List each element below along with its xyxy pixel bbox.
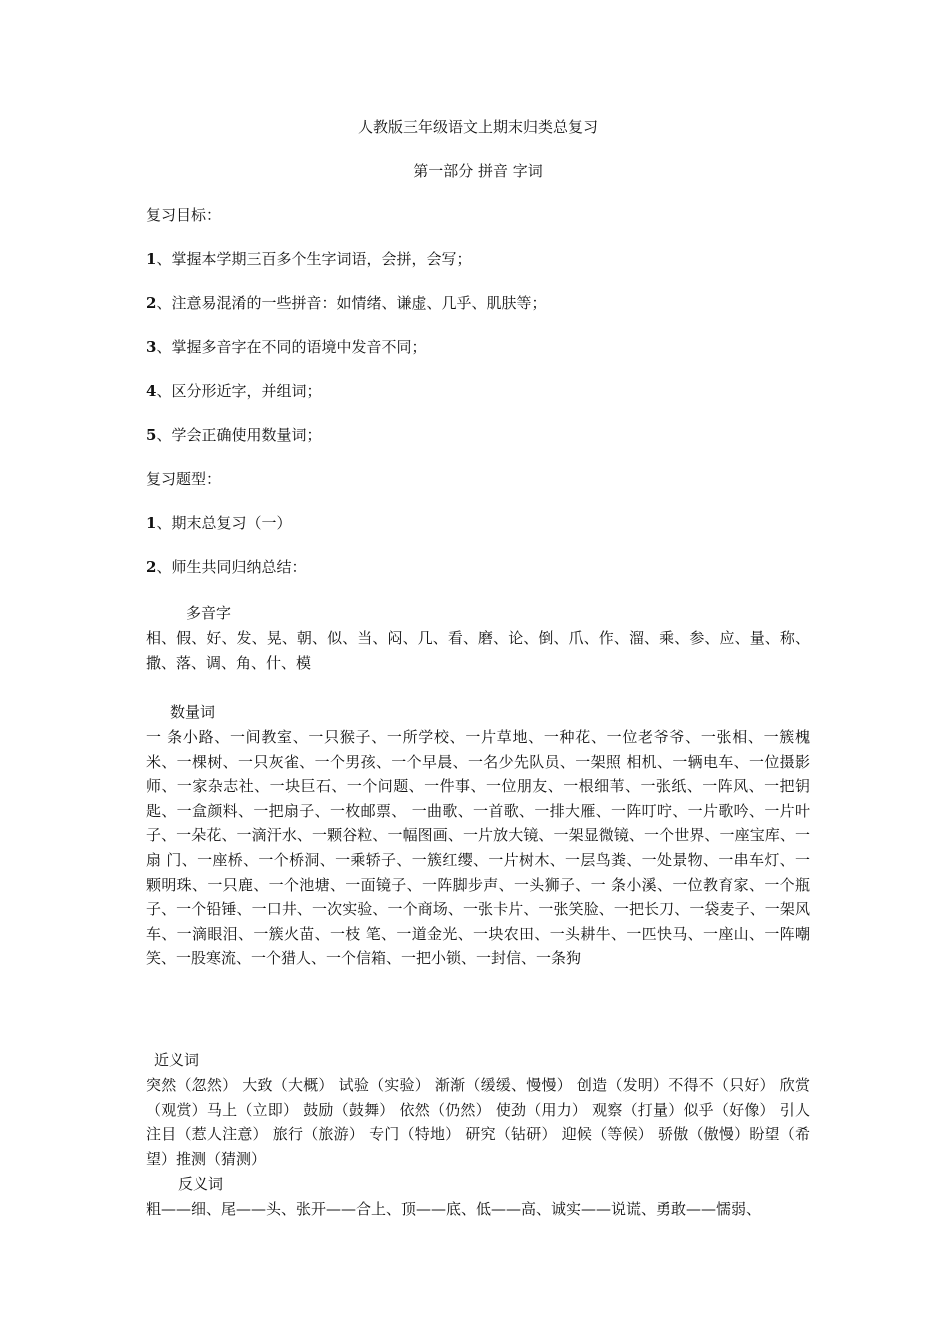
goal-number: 4 <box>146 382 157 400</box>
type-text: 、师生共同归纳总结： <box>156 558 307 576</box>
type-item <box>146 557 306 577</box>
type-text: 、期末总复习（一） <box>156 514 292 532</box>
document-subtitle: 第一部分 拼音 字词 <box>413 162 543 180</box>
goal-number: 5 <box>146 426 157 444</box>
document-title: 人教版三年级语文上期末归类总复习 <box>357 118 598 136</box>
antonyms-heading: 反义词 <box>178 1175 224 1193</box>
goal-item <box>146 337 426 357</box>
polyphonic-heading: 多音字 <box>186 604 232 622</box>
goal-text: 、掌握多音字在不同的语境中发音不同； <box>156 338 427 356</box>
antonyms-list: 粗——细、尾——头、张开——合上、顶——底、低——高、诚实——说谎、勇敢——懦弱、 <box>146 1200 762 1218</box>
goal-number: 1 <box>146 250 157 268</box>
measure-words-heading: 数量词 <box>170 703 216 721</box>
goal-text: 、注意易混淆的一些拼音：如情绪、谦虚、几乎、肌肤等； <box>156 294 547 312</box>
goal-number: 2 <box>146 294 157 312</box>
type-number: 1 <box>146 514 157 532</box>
goal-number: 3 <box>146 338 157 356</box>
measure-words-list: 一 条小路、一间教室、一只猴子、一所学校、一片草地、一种花、一位老爷爷、一张相、一簇槐米、一棵树、一只灰雀、一个男孩、一个早晨、一名少先队员、一架照 相机、一辆电车、一位摄影师、一家杂志社、一块巨石、一个问题、一件事、一位朋友、一根细苇、一张纸、一阵风、一把钥匙、一盒颜料、一把扇子、一枚邮票、 一曲歌、一首歌、一排大雁、一阵叮咛、一片歌吟、一片叶子、一朵花、一滴汗水、一颗谷粒、一幅图画、一片放大镜、一架显微镜、一个世界、一座宝库、一扇 门、一座桥、一个桥洞、一乘轿子、一簇红缨、一片树木、一层鸟粪、一处景物、一串车灯、一颗明珠、一只鹿、一个池塘、一面镜子、一阵脚步声、一头狮子、一 条小溪、一位教育家、一个瓶子、一个铅锤、一口井、一次实验、一个商场、一张卡片、一张笑脸、一把长刀、一袋麦子、一架风车、一滴眼泪、一簇火苗、一枝 笔、一道金光、一块农田、一头耕牛、一匹快马、一座山、一阵嘲笑、一股寒流、一个猎人、一个信箱、一把小锁、一封信、一条狗 <box>146 728 810 968</box>
goal-text: 、区分形近字，并组词； <box>156 382 322 400</box>
goals-heading: 复习目标： <box>146 206 222 224</box>
goal-text: 、学会正确使用数量词； <box>156 426 322 444</box>
goal-text: 、掌握本学期三百多个生字词语，会拼，会写； <box>156 250 472 268</box>
synonyms-list: 突然（忽然） 大致（大概） 试验（实验） 渐渐（缓缓、慢慢） 创造（发明）不得不（只好） 欣赏（观赏）马上（立即） 鼓励（鼓舞） 依然（仍然） 使劲（用力） 观察（打量）似乎（好像） 引人注目（惹人注意） 旅行（旅游） 专门（特地） 研究（钻研） 迎候（等候） 骄傲（傲慢）盼望（希望）推测（猜测） <box>146 1076 810 1168</box>
synonyms-heading: 近义词 <box>154 1051 200 1069</box>
polyphonic-list: 相、假、好、发、晃、朝、似、当、闷、几、看、磨、论、倒、爪、作、溜、乘、参、应、量、称、撒、落、调、角、什、模 <box>146 629 810 672</box>
goal-item <box>146 249 471 269</box>
goal-item <box>146 425 321 445</box>
types-heading: 复习题型： <box>146 470 222 488</box>
type-number: 2 <box>146 558 157 576</box>
type-item <box>146 513 291 533</box>
goal-item <box>146 293 546 313</box>
goal-item <box>146 381 321 401</box>
